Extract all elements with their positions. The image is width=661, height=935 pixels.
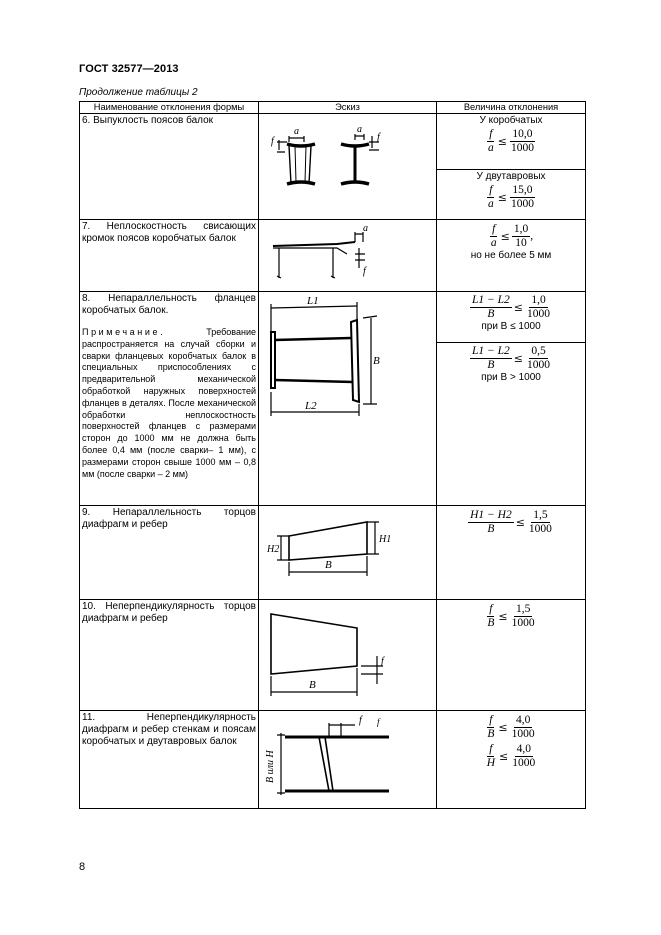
value-block: $\frac{H1 - H2}{B}$ ≤ $\frac{1,5}{1000}$: [470, 509, 552, 535]
formula-lhs: $\frac{f}{a}$: [488, 128, 494, 154]
note-label: Примечание.: [82, 327, 166, 337]
value-cell: [437, 114, 586, 220]
formula-lhs: $\frac{H1 - H2}{B}$: [470, 509, 512, 535]
formula-lhs: $\frac{f}{H}$: [486, 743, 496, 769]
row-name: 6. Выпуклость поясов балок: [82, 115, 214, 126]
table-row: [80, 292, 586, 506]
sketch-label: f: [363, 266, 366, 277]
sketch-diaphragm-perpendicularity: [259, 711, 436, 808]
sketch-label: a: [363, 223, 368, 234]
sketch-label: L2: [305, 400, 317, 412]
column-header-sketch: Эскиз: [259, 102, 437, 114]
value-block: У коробчатых $\frac{f}{a}$ ≤ $\frac{10,0}{1000}$: [437, 114, 585, 170]
value-block: $\frac{f}{B}$ ≤ $\frac{4,0}{1000}$: [487, 714, 535, 740]
row-name: 9. Непараллельность торцов диафрагм и ребер: [82, 507, 256, 530]
formula-lhs: $\frac{L1 - L2}{B}$: [471, 345, 510, 371]
sketch-label: B: [325, 559, 332, 571]
value-block: $\frac{L1 - L2}{B}$ ≤ $\frac{1,0}{1000}$ при B ≤ 1000: [437, 292, 585, 343]
row-name-cell: [80, 114, 259, 220]
table-row: [80, 506, 586, 600]
value-block: $\frac{f}{H}$ ≤ $\frac{4,0}{1000}$: [486, 743, 536, 769]
sketch-label: H2: [267, 544, 280, 555]
table-row: [80, 600, 586, 711]
value-cell: [437, 600, 586, 711]
formula-rhs: $\frac{1,0}{1000}$: [527, 294, 551, 320]
row-name: 8. Непараллельность фланцев коробчатых балок.: [82, 293, 256, 316]
sketch-cell: [259, 114, 437, 220]
row-name-cell: [80, 711, 259, 809]
sketch-end-perpendicularity: [259, 600, 436, 710]
table-row: [80, 711, 586, 809]
formula-lhs: $\frac{f}{a}$: [488, 184, 494, 210]
sketch-label: f: [381, 656, 384, 667]
formula-rhs: $\frac{10,0}{1000}$: [510, 128, 534, 154]
row-name-cell: [80, 292, 259, 506]
sketch-end-parallelism: [259, 506, 436, 599]
sketch-label: L1: [307, 295, 319, 307]
value-cell: [437, 292, 586, 506]
sketch-flatness: [259, 220, 436, 291]
sketch-cell: [259, 506, 437, 600]
column-header-name: Наименование отклонения формы: [80, 102, 259, 114]
formula-rhs: $\frac{1,5}{1000}$: [511, 603, 535, 629]
formula-lhs: $\frac{f}{B}$: [487, 603, 495, 629]
formula-rhs: $\frac{0,5}{1000}$: [527, 345, 551, 371]
value-cell: [437, 220, 586, 292]
sketch-label: B: [309, 679, 316, 691]
value-condition: при B > 1000: [481, 372, 541, 383]
table-row: [80, 220, 586, 292]
formula-rhs: $\frac{15,0}{1000}$: [510, 184, 534, 210]
formula-lhs: $\frac{f}{B}$: [487, 714, 495, 740]
sketch-label: B: [373, 355, 380, 367]
sketch-label: a: [357, 124, 362, 135]
note-text: Требование распространяется на случай сборки и сварки фланцевых коробчатых балок в специальных приспособлениях с предварительной механической обработкой наружных поверхностей фланцев в деталях. После механической обработки неплоскостность поверхностей фланцев с размерами сторон до 1000 мм не должна быть более 0,4 мм (после сварки– 1 мм), с размерами сторон свыше 1000 мм – 0,8 мм (после сварки – 2 мм): [82, 327, 256, 479]
row-name: 10. Неперпендикулярность торцов диафрагм и ребер: [82, 601, 256, 624]
table-continuation-caption: Продолжение таблицы 2: [79, 87, 198, 98]
row-name: 11. Неперпендикулярность диафрагм и ребер стенкам и поясам коробчатых и двутавровых балок: [82, 712, 256, 747]
row-name: 7. Неплоскостность свисающих кромок поясов коробчатых балок: [82, 221, 256, 244]
sketch-label: f: [271, 136, 274, 147]
formula-rhs: $\frac{1,0}{10}$: [513, 223, 529, 249]
sketch-label: f: [359, 715, 362, 726]
formula-rhs: $\frac{4,0}{1000}$: [512, 743, 536, 769]
sketch-cell: [259, 600, 437, 711]
sketch-label: B или H: [265, 750, 276, 783]
sketch-convexity: [259, 114, 436, 219]
page-number: 8: [79, 861, 86, 873]
formula-rhs: $\frac{4,0}{1000}$: [511, 714, 535, 740]
formula-lhs: $\frac{L1 - L2}{B}$: [471, 294, 510, 320]
table-row: [80, 114, 586, 220]
value-note: но не более 5 мм: [470, 250, 552, 261]
row-name-cell: [80, 600, 259, 711]
sketch-label: a: [294, 126, 299, 137]
row-name-cell: [80, 506, 259, 600]
value-label: У двутавровых: [476, 171, 546, 182]
value-block: $\frac{f}{a}$ ≤ $\frac{1,0}{10}$ , но не более 5 мм: [437, 220, 585, 262]
column-header-value: Величина отклонения: [437, 102, 586, 114]
value-block: $\frac{f}{B}$ ≤ $\frac{1,5}{1000}$: [487, 603, 535, 629]
sketch-label: f: [377, 132, 380, 143]
row-name-cell: [80, 220, 259, 292]
value-block: У двутавровых $\frac{f}{a}$ ≤ $\frac{15,0}{1000}$: [437, 170, 585, 211]
document-code: ГОСТ 32577—2013: [79, 63, 179, 75]
value-label: У коробчатых: [479, 115, 543, 126]
value-block: $\frac{L1 - L2}{B}$ ≤ $\frac{0,5}{1000}$ при B > 1000: [437, 343, 585, 384]
sketch-cell: [259, 292, 437, 506]
value-condition: при B ≤ 1000: [481, 321, 541, 332]
sketch-label: f: [377, 717, 380, 727]
sketch-cell: [259, 711, 437, 809]
formula-rhs: $\frac{1,5}{1000}$: [528, 509, 552, 535]
sketch-cell: [259, 220, 437, 292]
sketch-label: H1: [379, 534, 392, 545]
value-cell: [437, 711, 586, 809]
sketch-flange-parallelism: [259, 292, 436, 505]
formula-lhs: $\frac{f}{a}$: [490, 223, 497, 249]
value-cell: [437, 506, 586, 600]
deviations-table: [79, 101, 586, 809]
row-note: [80, 317, 258, 480]
table-header-row: [80, 102, 586, 114]
